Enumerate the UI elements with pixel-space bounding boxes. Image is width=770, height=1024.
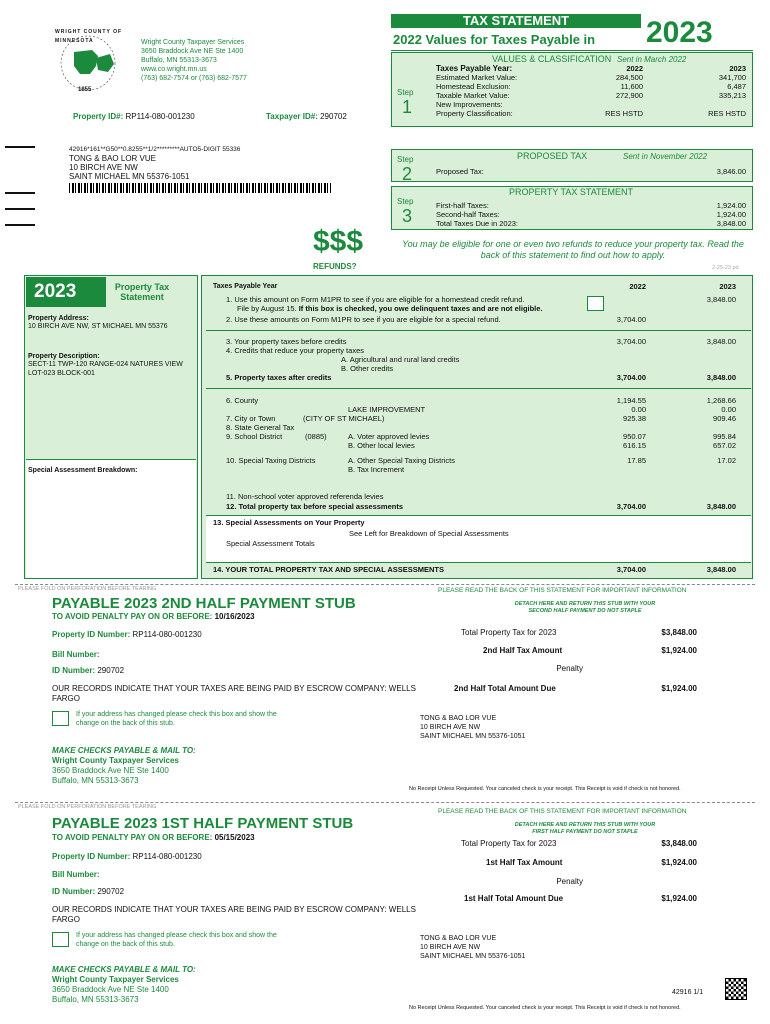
step1-word: Step xyxy=(397,88,414,97)
stub2-address-change-checkbox[interactable] xyxy=(52,711,69,726)
step3-row-label: Second-half Taxes: xyxy=(436,210,500,219)
pay-line: 3650 Braddock Ave NE Ste 1400 xyxy=(52,985,169,994)
stub1-owner xyxy=(420,934,525,961)
stub1-pid: RP114-080-001230 xyxy=(132,852,202,861)
stub2-bill-label: Bill Number: xyxy=(52,650,100,659)
stub2-property-id xyxy=(52,630,202,640)
mailing-address xyxy=(69,145,240,181)
step1-row-value-2022: 272,900 xyxy=(615,91,643,100)
line3-v1: 3,704.00 xyxy=(616,337,646,346)
delinquent-checkbox[interactable] xyxy=(587,296,604,311)
stub1-pay-address xyxy=(52,975,179,1005)
step1-row-value-2023: 6,487 xyxy=(727,82,746,91)
line5-v2: 3,848.00 xyxy=(706,373,736,382)
stub2-due: $1,924.00 xyxy=(661,684,697,693)
step3-row-value: 1,924.00 xyxy=(716,210,746,219)
lake-v2: 0.00 xyxy=(721,405,736,414)
stub2-pay-address xyxy=(52,756,179,786)
stub1-receipt: No Receipt Unless Requested. Your canceled check is your receipt. This Receipt is void if check is not honored. xyxy=(409,1005,681,1011)
line7-text: 7. City or Town xyxy=(226,414,276,423)
line9-text: 9. School District xyxy=(226,432,283,441)
property-id-value: RP114-080-001230 xyxy=(125,112,195,121)
fold-notice: PLEASE FOLD ON PERFORATION BEFORE TEARING xyxy=(18,586,157,592)
mailing-code: 42916*161**G50**0.8255**1/2*********AUTO5-DIGIT 55336 xyxy=(69,146,241,153)
taxpayer-id-label: Taxpayer ID#: xyxy=(266,112,318,121)
line9a-v1: 950.07 xyxy=(623,432,646,441)
margin-mark xyxy=(5,192,35,194)
line5-text: 5. Property taxes after credits xyxy=(226,373,332,382)
office-website: www.co.wright.mn.us xyxy=(141,66,207,73)
stub1-half: $1,924.00 xyxy=(661,858,697,867)
stub1-pay-to: MAKE CHECKS PAYABLE & MAIL TO: xyxy=(52,965,196,974)
property-id xyxy=(73,112,195,122)
line5-v1: 3,704.00 xyxy=(616,373,646,382)
stub1-date: 05/15/2023 xyxy=(214,833,255,842)
line1-v2: 3,848.00 xyxy=(706,295,736,304)
step3-title: PROPERTY TAX STATEMENT xyxy=(509,187,634,197)
step1-row-value-2023: 335,213 xyxy=(718,91,746,100)
special-assessment-label: Special Assessment Breakdown: xyxy=(28,467,138,474)
left-panel-year: 2023 xyxy=(34,281,77,302)
line6-v1: 1,194.55 xyxy=(616,396,646,405)
stub2-penalty-label: TO AVOID PENALTY PAY ON OR BEFORE: xyxy=(52,612,213,621)
refunds-symbol: $$$ xyxy=(313,225,364,258)
stub2-date: 10/16/2023 xyxy=(214,612,255,621)
step3-number: 3 xyxy=(402,206,413,226)
fold-notice: PLEASE FOLD ON PERFORATION BEFORE TEARING xyxy=(18,804,157,810)
office-phone: (763) 682-7574 or (763) 682-7577 xyxy=(141,75,247,82)
stub2-due-label: 2nd Half Total Amount Due xyxy=(454,684,556,693)
taxpayer-id-value: 290702 xyxy=(320,112,347,121)
values-line-text: 2022 Values for Taxes Payable in xyxy=(393,32,596,47)
detach-line-2: SECOND HALF PAYMENT DO NOT STAPLE xyxy=(528,608,642,614)
stub2-title: PAYABLE 2023 2ND HALF PAYMENT STUB xyxy=(52,595,356,612)
detail-divider xyxy=(206,330,751,331)
line9b-text: B. Other local levies xyxy=(348,441,415,450)
step1-row-label: New Improvements: xyxy=(436,100,503,109)
line4-text: 4. Credits that reduce your property taxes xyxy=(226,346,364,355)
line7-v2: 909.46 xyxy=(713,414,736,423)
stub2-id: 290702 xyxy=(97,666,125,675)
property-address: 10 BIRCH AVE NW, ST MICHAEL MN 55376 xyxy=(28,323,168,330)
line13-text: 13. Special Assessments on Your Property xyxy=(213,518,365,527)
line2-v1: 3,704.00 xyxy=(616,315,646,324)
line1-text-b xyxy=(237,304,543,313)
seal-top-text: WRIGHT COUNTY OF MINNESOTA xyxy=(55,29,123,44)
owner-line: TONG & BAO LOR VUE xyxy=(420,715,497,722)
stub2-escrow: OUR RECORDS INDICATE THAT YOUR TAXES ARE BEING PAID BY ESCROW COMPANY: WELLS FARGO xyxy=(52,684,416,703)
line4a-text: A. Agricultural and rural land credits xyxy=(341,355,460,364)
stub1-address-change-checkbox[interactable] xyxy=(52,932,69,947)
property-id-label: Property ID#: xyxy=(73,112,124,121)
pay-line: 3650 Braddock Ave NE Ste 1400 xyxy=(52,766,169,775)
line9a-text: A. Voter approved levies xyxy=(348,432,430,441)
pay-line: Buffalo, MN 55313-3673 xyxy=(52,776,139,785)
line13-note: See Left for Breakdown of Special Assessments xyxy=(349,529,509,538)
stub1-due: $1,924.00 xyxy=(661,894,697,903)
stub1-id-label: ID Number: xyxy=(52,887,96,896)
stub2-half: $1,924.00 xyxy=(661,646,697,655)
line9-num: (0885) xyxy=(305,432,327,441)
line11-text: 11. Non-school voter approved referenda levies xyxy=(226,492,384,501)
stub2-penalty: Penalty xyxy=(556,664,583,673)
stub1-half-label: 1st Half Tax Amount xyxy=(486,858,563,867)
detail-col2: 2023 xyxy=(719,282,736,291)
stub1-id-number xyxy=(52,887,124,897)
postal-barcode xyxy=(69,183,331,193)
owner-line: SAINT MICHAEL MN 55376-1051 xyxy=(420,733,526,740)
line10a-v1: 17.85 xyxy=(627,456,646,465)
step1-row-label: Taxable Market Value: xyxy=(436,91,510,100)
pay-line: Wright County Taxpayer Services xyxy=(52,756,179,765)
stub1-address-change-text: If your address has changed please check this box and show the change on the back of this stub. xyxy=(76,932,277,948)
step1-row-label: Property Classification: xyxy=(436,109,513,118)
left-panel-title: Property Tax Statement xyxy=(114,282,170,302)
line10a-text: A. Other Special Taxing Districts xyxy=(348,456,455,465)
step2-sent: Sent in November 2022 xyxy=(623,152,708,161)
line1-text: 1. Use this amount on Form M1PR to see if you are eligible for a homestead credit refund. xyxy=(226,295,525,304)
mailing-city: SAINT MICHAEL MN 55376-1051 xyxy=(69,172,190,181)
stub1-escrow: OUR RECORDS INDICATE THAT YOUR TAXES ARE BEING PAID BY ESCROW COMPANY: WELLS FARGO xyxy=(52,905,416,924)
line6-text: 6. County xyxy=(226,396,259,405)
line6-v2: 1,268.66 xyxy=(706,396,736,405)
step3-row-label: First-half Taxes: xyxy=(436,201,489,210)
stub2-pay-to: MAKE CHECKS PAYABLE & MAIL TO: xyxy=(52,746,196,755)
owner-line: TONG & BAO LOR VUE xyxy=(420,935,497,942)
step1-row-value-2022: 284,500 xyxy=(615,73,643,82)
stub1-id: 290702 xyxy=(97,887,125,896)
line1-delinquent: If this box is checked, you owe delinquent taxes and are not eligible. xyxy=(298,304,543,313)
statement-title-bar xyxy=(391,14,641,28)
detail-header-label: Taxes Payable Year xyxy=(213,283,278,290)
office-line: Wright County Taxpayer Services xyxy=(141,39,245,46)
line14-text: 14. YOUR TOTAL PROPERTY TAX AND SPECIAL ASSESSMENTS xyxy=(213,565,445,574)
line8-text: 8. State General Tax xyxy=(226,423,295,432)
step1-row-value-2023: RES HSTD xyxy=(708,109,746,118)
refunds-note: You may be eligible for one or even two refunds to reduce your property tax. Read the back of this statement to find out how to apply. xyxy=(402,239,744,260)
step1-row-value-2022: 11,600 xyxy=(620,82,643,91)
lake-v1: 0.00 xyxy=(631,405,646,414)
line3-v2: 3,848.00 xyxy=(706,337,736,346)
step1-sent: Sent in March 2022 xyxy=(617,55,687,64)
line9b-v2: 657.02 xyxy=(713,441,736,450)
property-address-label: Property Address: xyxy=(28,315,89,322)
line12-text: 12. Total property tax before special assessments xyxy=(226,502,404,511)
property-description: SECT-11 TWP-120 RANGE-024 NATURES VIEW LOT-023 BLOCK-001 xyxy=(28,361,183,377)
stub2-half-label: 2nd Half Tax Amount xyxy=(483,646,563,655)
line13-totals: Special Assessment Totals xyxy=(226,539,315,548)
margin-mark xyxy=(5,146,35,148)
step3-row-label: Total Taxes Due in 2023: xyxy=(436,219,518,228)
read-back-notice: PLEASE READ THE BACK OF THIS STATEMENT FOR IMPORTANT INFORMATION xyxy=(438,808,687,815)
page-number: 42916 1/1 xyxy=(672,989,704,996)
line12-v2: 3,848.00 xyxy=(706,502,736,511)
office-line: 3650 Braddock Ave NE Ste 1400 xyxy=(141,48,244,55)
owner-line: 10 BIRCH AVE NW xyxy=(420,944,481,951)
property-description-label: Property Description: xyxy=(28,353,100,360)
stub2-address-change-text: If your address has changed please check this box and show the change on the back of this stub. xyxy=(76,711,277,727)
stub1-penalty: Penalty xyxy=(556,877,583,886)
stub2-total-label: Total Property Tax for 2023 xyxy=(461,628,557,637)
stub2-owner xyxy=(420,714,525,741)
divider xyxy=(391,50,753,51)
special-assessment-box xyxy=(26,459,196,578)
line2-text: 2. Use these amounts on Form M1PR to see if you are eligible for a special refund. xyxy=(226,315,501,324)
statement-title: TAX STATEMENT xyxy=(462,13,570,28)
office-address xyxy=(141,38,247,83)
line10-text: 10. Special Taxing Districts xyxy=(226,456,316,465)
step1-col1: 2022 xyxy=(626,64,643,73)
read-back-notice: PLEASE READ THE BACK OF THIS STATEMENT FOR IMPORTANT INFORMATION xyxy=(438,587,687,594)
stub1-property-id xyxy=(52,852,202,862)
stub1-total: $3,848.00 xyxy=(661,839,697,848)
detach-line: DETACH HERE AND RETURN THIS STUB WITH YOUR xyxy=(514,601,656,607)
line14-v2: 3,848.00 xyxy=(706,565,736,574)
detach-line: DETACH HERE AND RETURN THIS STUB WITH YOUR xyxy=(514,822,656,828)
line12-v1: 3,704.00 xyxy=(616,502,646,511)
margin-mark xyxy=(5,224,35,226)
line4b-text: B. Other credits xyxy=(341,364,394,373)
step1-title: VALUES & CLASSIFICATION xyxy=(492,54,612,64)
step1-row-value-2022: RES HSTD xyxy=(605,109,643,118)
step1-col2: 2023 xyxy=(729,64,746,73)
stub2-penalty-date xyxy=(52,612,255,622)
stub1-bill-label: Bill Number: xyxy=(52,870,100,879)
detach-line-2: FIRST HALF PAYMENT DO NOT STAPLE xyxy=(532,829,638,835)
line7-v1: 925.38 xyxy=(623,414,646,423)
stub1-penalty-date xyxy=(52,833,255,843)
pay-line: Wright County Taxpayer Services xyxy=(52,975,179,984)
stub2-id-label: ID Number: xyxy=(52,666,96,675)
stub2-id-number xyxy=(52,666,124,676)
step3-row-value: 3,848.00 xyxy=(716,219,746,228)
stub2-pid-label: Property ID Number: xyxy=(52,630,131,639)
line10b-text: B. Tax Increment xyxy=(348,465,405,474)
line3-text: 3. Your property taxes before credits xyxy=(226,337,347,346)
seal-year: 1855 xyxy=(78,87,92,93)
taxpayer-id xyxy=(266,112,347,122)
stub2-receipt: No Receipt Unless Requested. Your canceled check is your receipt. This Receipt is void if check is not honored. xyxy=(409,786,681,792)
refunds-label: REFUNDS? xyxy=(313,262,357,271)
office-line: Buffalo, MN 55313-3673 xyxy=(141,57,217,64)
stub2-detach xyxy=(490,601,680,615)
lake-text: LAKE IMPROVEMENT xyxy=(348,405,426,414)
stub2-pid: RP114-080-001230 xyxy=(132,630,202,639)
step1-row-label: Homestead Exclusion: xyxy=(436,82,511,91)
step2-word: Step xyxy=(397,155,414,164)
step1-row-value-2023: 341,700 xyxy=(718,73,746,82)
line14-v1: 3,704.00 xyxy=(616,565,646,574)
step3-word: Step xyxy=(397,197,414,206)
stub1-due-label: 1st Half Total Amount Due xyxy=(464,894,564,903)
stub1-total-label: Total Property Tax for 2023 xyxy=(461,839,557,848)
step3-row-value: 1,924.00 xyxy=(716,201,746,210)
step1-row-label: Estimated Market Value: xyxy=(436,73,518,82)
detail-divider xyxy=(206,388,751,389)
line9a-v2: 995.84 xyxy=(713,432,736,441)
stub1-pid-label: Property ID Number: xyxy=(52,852,131,861)
stub1-detach xyxy=(490,822,680,836)
step1-col-label: Taxes Payable Year: xyxy=(436,64,513,73)
step2-label: Proposed Tax: xyxy=(436,167,484,176)
stub1-penalty-label: TO AVOID PENALTY PAY ON OR BEFORE: xyxy=(52,833,213,842)
line10a-v2: 17.02 xyxy=(717,456,736,465)
step2-value: 3,846.00 xyxy=(716,167,746,176)
owner-line: SAINT MICHAEL MN 55376-1051 xyxy=(420,953,526,960)
margin-mark xyxy=(5,208,35,210)
detail-col1: 2022 xyxy=(629,282,646,291)
values-line xyxy=(393,33,595,47)
step1-number: 1 xyxy=(402,97,413,117)
mailing-name: TONG & BAO LOR VUE xyxy=(69,154,156,163)
mailing-street: 10 BIRCH AVE NW xyxy=(69,163,138,172)
stub1-title: PAYABLE 2023 1ST HALF PAYMENT STUB xyxy=(52,815,354,832)
line1-file-by: File by August 15. xyxy=(237,304,297,313)
line7-city: (CITY OF ST MICHAEL) xyxy=(303,414,385,423)
owner-line: 10 BIRCH AVE NW xyxy=(420,724,481,731)
line9b-v1: 616.15 xyxy=(623,441,646,450)
step2-title: PROPOSED TAX xyxy=(517,151,588,161)
stub2-total: $3,848.00 xyxy=(661,628,697,637)
statement-year: 2023 xyxy=(646,16,713,49)
pay-line: Buffalo, MN 55313-3673 xyxy=(52,995,139,1004)
qr-code-icon xyxy=(725,978,747,1000)
small-code: 2-25-23 pd xyxy=(712,265,739,271)
step2-number: 2 xyxy=(402,164,413,184)
